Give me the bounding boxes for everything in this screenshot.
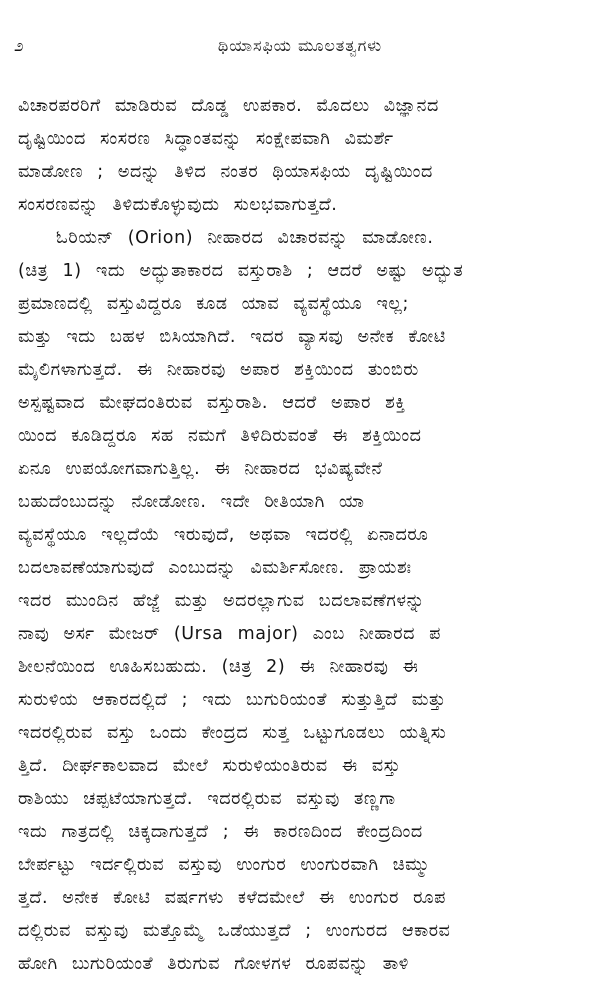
- text-line: ದಲ್ಲಿರುವ ವಸ್ತುವು ಮತ್ತೊಮ್ಮೆ ಒಡೆಯುತ್ತದೆ ; ಉಂಗುರದ ಆಕಾರವ: [18, 921, 451, 941]
- text-line: (ಚಿತ್ರ 1) ಇದು ಅದ್ಭುತಾಕಾರದ ವಸ್ತುರಾಶಿ ; ಆದರೆ ಅಷ್ಟು ಅದ್ಭುತ: [18, 261, 464, 281]
- text-line: ಬದಲಾವಣೆಯಾಗುವುದೆ ಎಂಬುದನ್ನು ವಿಮರ್ಶಿಸೋಣ. ಪ್ರಾಯಶಃ: [18, 558, 412, 578]
- text-line: ಮೈಲಿಗಳಾಗುತ್ತದೆ. ಈ ನೀಹಾರವು ಅಪಾರ ಶಕ್ತಿಯಿಂದ ತುಂಬಿರು: [18, 360, 419, 380]
- page-header: [0, 36, 600, 66]
- text-line: ದೃಷ್ಟಿಯಿಂದ ಸಂಸರಣ ಸಿದ್ಧಾಂತವನ್ನು ಸಂಕ್ಷೇಪವಾಗಿ ವಿಮರ್ಶೆ: [18, 129, 394, 149]
- text-line: ಪ್ರಮಾಣದಲ್ಲಿ ವಸ್ತುವಿದ್ದರೂ ಕೂಡ ಯಾವ ವ್ಯವಸ್ಥೆಯೂ ಇಲ್ಲ;: [18, 294, 409, 314]
- text-line: ಇದರ ಮುಂದಿನ ಹೆಜ್ಜೆ ಮತ್ತು ಅದರಲ್ಲಾಗುವ ಬದಲಾವಣೆಗಳನ್ನು: [18, 591, 425, 611]
- text-line: ಏನೂ ಉಪಯೋಗವಾಗುತ್ತಿಲ್ಲ. ಈ ನೀಹಾರದ ಭವಿಷ್ಯವೇನೆ: [18, 459, 383, 479]
- text-line: ಓರಿಯನ್ (Orion) ನೀಹಾರದ ವಿಚಾರವನ್ನು ಮಾಡೋಣ.: [56, 228, 434, 248]
- text-line: ಸಂಸರಣವನ್ನು ತಿಳಿದುಕೊಳ್ಳುವುದು ಸುಲಭವಾಗುತ್ತದೆ.: [18, 195, 338, 215]
- text-line: ಸುರುಳಿಯ ಆಕಾರದಲ್ಲಿದೆ ; ಇದು ಬುಗುರಿಯಂತೆ ಸುತ್ತುತ್ತಿದೆ ಮತ್ತು: [18, 690, 446, 710]
- text-line: ಬೇರ್ಪಟ್ಟು ಇರ್ದಲ್ಲಿರುವ ವಸ್ತುವು ಉಂಗುರ ಉಂಗುರವಾಗಿ ಚಿಮ್ಮು: [18, 855, 431, 875]
- text-line: ತ್ತಿದೆ. ದೀರ್ಘಕಾಲವಾದ ಮೇಲೆ ಸುರುಳಿಯಂತಿರುವ ಈ ವಸ್ತು: [18, 756, 401, 776]
- text-line: ಮತ್ತು ಇದು ಬಹಳ ಬಿಸಿಯಾಗಿದೆ. ಇದರ ವ್ಯಾಸವು ಅನೇಕ ಕೋಟಿ: [18, 327, 446, 347]
- text-line: ಹೋಗಿ ಬುಗುರಿಯಂತೆ ತಿರುಗುವ ಗೋಳಗಳ ರೂಪವನ್ನು ತಾಳಿ: [18, 954, 409, 974]
- running-title: ಥಿಯಾಸಫಿಯ ಮೂಲತತ್ವಗಳು: [217, 36, 383, 55]
- page-number: ೨: [14, 36, 24, 56]
- text-line: ಯಿಂದ ಕೂಡಿದ್ದರೂ ಸಹ ನಮಗೆ ತಿಳಿದಿರುವಂತೆ ಈ ಶಕ್ತಿಯಿಂದ: [18, 426, 422, 446]
- text-line: ಬಹುದೆಂಬುದನ್ನು ನೋಡೋಣ. ಇದೇ ರೀತಿಯಾಗಿ ಯಾ: [18, 492, 365, 512]
- text-line: ಇದರಲ್ಲಿರುವ ವಸ್ತು ಒಂದು ಕೇಂದ್ರದ ಸುತ್ತ ಒಟ್ಟುಗೂಡಲು ಯತ್ನಿಸು: [18, 723, 447, 743]
- text-line: ತ್ತದೆ. ಅನೇಕ ಕೋಟಿ ವರ್ಷಗಳು ಕಳೆದಮೇಲೆ ಈ ಉಂಗುರ ರೂಪ: [18, 888, 446, 908]
- text-line: ವ್ಯವಸ್ಥೆಯೂ ಇಲ್ಲದೆಯೆ ಇರುವುದೆ, ಅಥವಾ ಇದರಲ್ಲಿ ಏನಾದರೂ: [18, 525, 429, 545]
- text-line: ನಾವು ಅರ್ಸ ಮೇಜರ್ (Ursa major) ಎಂಬ ನೀಹಾರದ ಪ: [18, 624, 441, 644]
- text-line: ಅಸ್ಪಷ್ಟವಾದ ಮೇಘದಂತಿರುವ ವಸ್ತುರಾಶಿ. ಆದರೆ ಅಪಾರ ಶಕ್ತಿ: [18, 393, 406, 413]
- text-line: ಮಾಡೋಣ ; ಅದನ್ನು ತಿಳಿದ ನಂತರ ಥಿಯಾಸಫಿಯ ದೃಷ್ಟಿಯಿಂದ: [18, 162, 433, 182]
- text-line: ರಾಶಿಯು ಚಪ್ಪಟೆಯಾಗುತ್ತದೆ. ಇದರಲ್ಲಿರುವ ವಸ್ತುವು ತಣ್ಣಗಾ: [18, 789, 396, 809]
- text-line: ವಿಚಾರಪರರಿಗೆ ಮಾಡಿರುವ ದೊಡ್ಡ ಉಪಕಾರ. ಮೊದಲು ವಿಜ್ಞಾನದ: [18, 96, 439, 116]
- text-line: ಶೀಲನೆಯಿಂದ ಊಹಿಸಬಹುದು. (ಚಿತ್ರ 2) ಈ ನೀಹಾರವು ಈ: [18, 657, 419, 677]
- body-text: [18, 90, 600, 990]
- text-line: ಇದು ಗಾತ್ರದಲ್ಲಿ ಚಿಕ್ಕದಾಗುತ್ತದೆ ; ಈ ಕಾರಣದಿಂದ ಕೇಂದ್ರದಿಂದ: [18, 822, 423, 842]
